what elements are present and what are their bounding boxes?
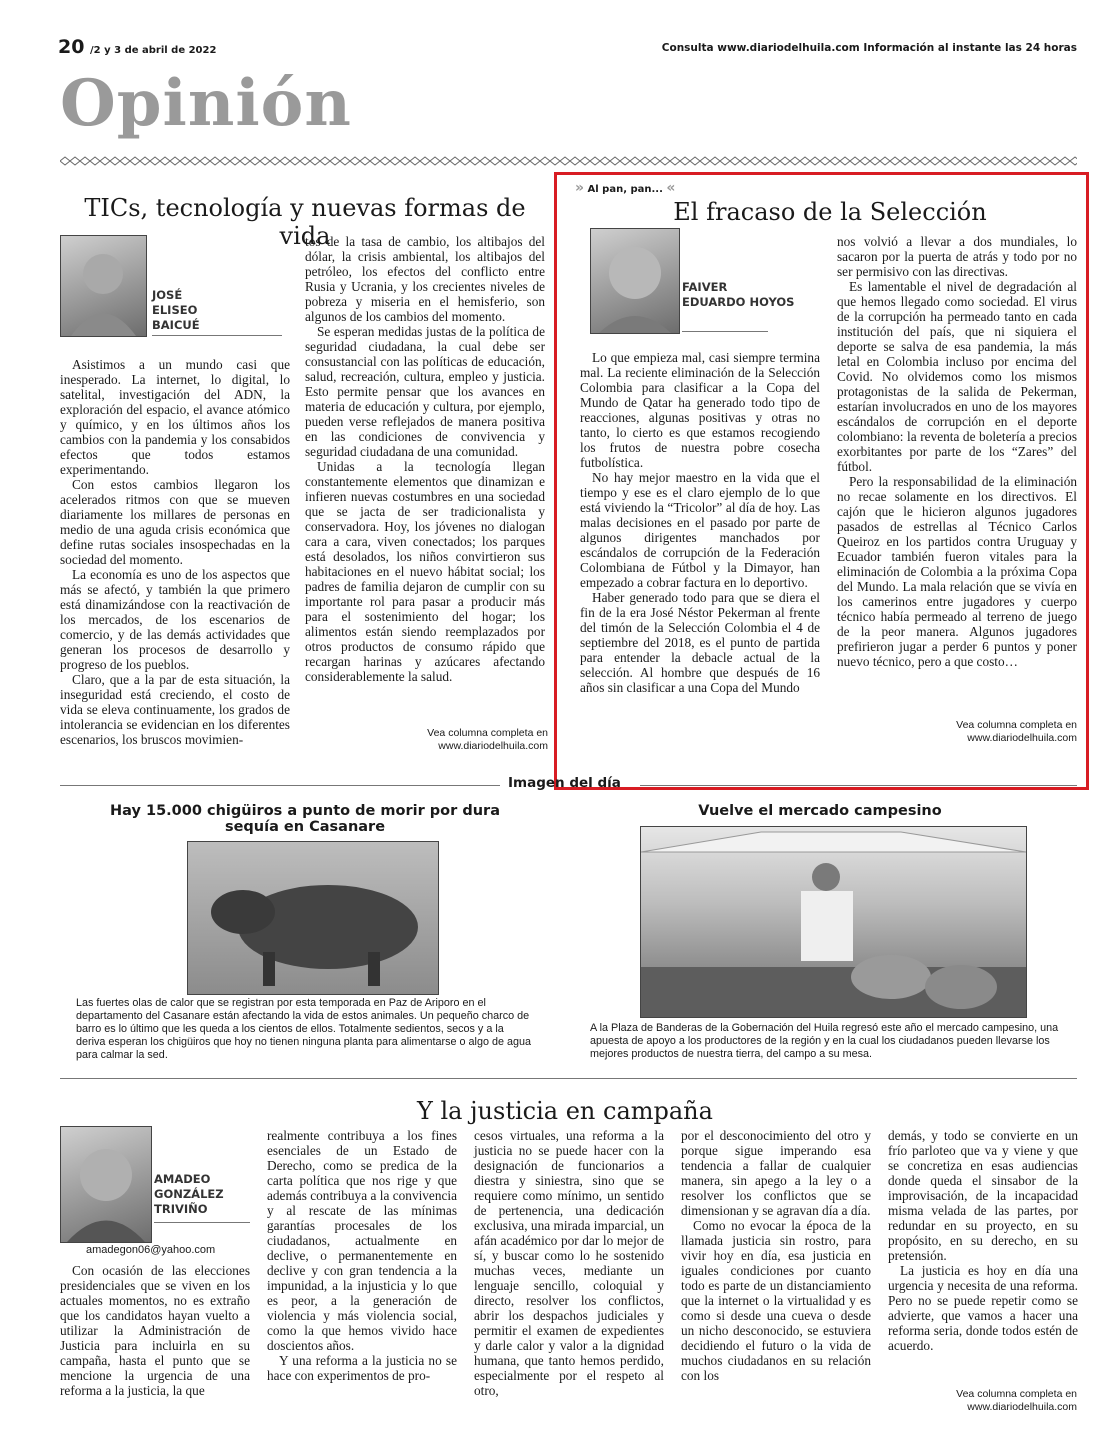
double-chevron-right-icon: » — [575, 180, 585, 196]
author-photo-jose-eliseo-baicue — [60, 235, 147, 337]
header-tagline: Consulta www.diariodelhuila.com Información al instante las 24 horas — [661, 42, 1077, 54]
article3-column-5: demás, y todo se convierte en un frío parloteo que va y viene y que se concretiza en esas audiencias donde queda el sinsabor de la improvisación, de la incapacidad misma velada de las partes, por redundar en su proyecto, en su propósito, en su derecho, en su pretensión. La justicia es hoy en día una urgencia y necesita de una reforma. Pero no se puede repetir como se advierte, que vamos a hacer una reforma seria, donde todos estén de acuerdo. — [888, 1128, 1078, 1353]
section-rule-left — [60, 785, 500, 786]
photo-chiguiro — [187, 841, 439, 995]
author-name-2: FAIVER EDUARDO HOYOS — [682, 280, 795, 309]
double-chevron-left-icon: « — [666, 180, 676, 196]
photo-caption-mercado: A la Plaza de Banderas de la Gobernación del Huila regresó este año el mercado campesino, una apuesta de apoyo a los productores de la región y en la cual los ciudadanos pueden llevarse los mejores productos de nuestra tierra, del campo a su mesa. — [590, 1022, 1059, 1060]
article3-column-1: Con ocasión de las elecciones presidenciales que se viven en los actuales momentos, no es extraño que los candidatos hayan vuelto a utilizar la Administración de Justicia para incluirla en su campaña, hasta el punto que se mencione la urgencia de una reforma a la justicia, la que — [60, 1263, 250, 1398]
photo-caption-chiguiros: Las fuertes olas de calor que se registran por esta temporada en Paz de Ariporo en el departamento del Casanare están afectando la vida de estos animales. Un pequeño charco de barro es lo último que les queda a los cientos de ellos. Totalmente sedientos, secos y a la deriva esperan los chigüiros que hoy no tienen ninguna planta para alimentarse o algo de agua para calmar la sed. — [76, 997, 531, 1061]
author-rule — [154, 1222, 250, 1223]
author-name-1: JOSÉ ELISEO BAICUÉ — [152, 288, 200, 332]
article-title-tics: TICs, tecnología y nuevas formas de vida — [84, 194, 526, 250]
article-title-seleccion: El fracaso de la Selección — [673, 198, 987, 226]
author-name-3: AMADEO GONZÁLEZ TRIVIÑO — [154, 1172, 224, 1216]
article3-column-2: realmente contribuya a los fines esenciales de un Estado de Derecho, como se predica de la carta política que nos rige y que además contribuya a la convivencia y al rescate de las mínimas garantías procesales de los ciudadanos, actualmente en declive, o permanentemente en declive y con gran tendencia a la impunidad, a la injusticia y lo que es peor, a la generación de violencia y más violencia social, como la que hemos vivido hace doscientos años. Y una reforma a la justicia no se hace con experimentos de pro- — [267, 1128, 457, 1383]
author-email: amadegon06@yahoo.com — [86, 1244, 216, 1256]
article1-column-2: tos de la tasa de cambio, los altibajos del dólar, la crisis ambiental, los altibajos del petróleo, los efectos del conflicto entre Rusia y Ucrania, y los crecientes niveles de pobreza y miseria en el hemisferio, son algunos de los cambios del momento. Se esperan medidas justas de la política de seguridad ciudadana, la cual debe ser consustancial con las políticas de educación, salud, recreación, cultura, empleo y justicia. Esto permite pensar que los avances en materia de educación y cultura, por ejemplo, pueden verse reflejados de manera positiva en las condiciones de convivencia y seguridad ciudadana de una comunidad. Unidas a la tecnología llegan constantemente elementos que dinamizan e infieren nuevas costumbres en una sociedad que se jacta de ser tradicionalista y conservadora. Hoy, los jóvenes no dialogan cara a cara, viven conectados; los parques está desolados, los niños convirtieron sus habitaciones en el nuevo hábitat social; los padres de familia dejaron de cumplir con su importante rol para pasar a producir más para el sostenimiento del hogar; los alimentos están siendo reemplazados por otros productos de consumo rápido que recargan harinas y azúcares afectando considerablemente la salud. — [305, 234, 545, 684]
article1-column-1: Asistimos a un mundo casi que inesperado. La internet, lo digital, lo satelital, investigación del ADN, la exploración del espacio, el avance atómico y químico, y en los últimos años los cambios con la pandemia y los consabidos efectos que todos estamos experimentando. Con estos cambios llegaron los acelerados ritmos con que se mueven diariamente los millares de personas en medio de una aguda crisis económica que define rutas sociales insospechadas en la sociedad del momento. La economía es uno de los aspectos que más se afectó, y también la que primero está dinamizándose con la reactivación de los mercados, de los escenarios de comercio, y de las demás actividades que generan los procesos de desarrollo y progreso de los pueblos. Claro, que a la par de esta situación, la inseguridad está creciendo, el costo de vida se eleva continuamente, los grados de intolerancia se evidencian en los diferentes escenarios, los bruscos movimien- — [60, 357, 290, 747]
decorative-divider — [60, 156, 1077, 166]
column-kicker: » Al pan, pan... « — [575, 180, 676, 196]
section-title: Opinión — [60, 66, 352, 141]
section-rule-right — [640, 785, 1077, 786]
section-rule — [60, 1078, 1077, 1079]
article3-column-3: cesos virtuales, una reforma a la justicia no se puede hacer con la designación de funcionarios a diestra y siniestra, sino que se requiere como mínimo, un sentido de pertenencia, una dedicación exclusiva, una mirada imparcial, un afán académico por dar lo mejor de sí, y buscar como lo he sostenido muchas veces, mediante un lenguaje sencillo, coloquial y directo, resolver los conflictos, abrir los despachos judiciales y permitir el examen de expedientes y darle calor y valor a la dignidad humana, que tanto hemos perdido, especialmente por el respeto al otro, — [474, 1128, 664, 1398]
author-photo-faiver-eduardo-hoyos — [590, 228, 680, 334]
page-number: 20 — [58, 36, 85, 58]
page-header-left — [58, 36, 216, 58]
photo-title-mercado: Vuelve el mercado campesino — [698, 803, 942, 819]
article3-credit: Vea columna completa en www.diariodelhuila.com — [956, 1388, 1077, 1413]
imagen-del-dia-label: Imagen del día — [508, 775, 621, 791]
author-rule — [152, 335, 282, 336]
article3-column-4: por el desconocimiento del otro y porque sigue imperando esa tendencia a fallar de cualquier manera, sin apego a la ley o a resolver los conflictos que se dimensionan y se agravan día a día. Como no evocar la época de la llamada justicia sin rostro, para vivir hoy en día, esa justicia en iguales condiciones por cuanto todo es parte de un distanciamiento que la internet o la virtualidad y es como si desde una cueva o desde un nicho desconocido, se estuviera decidiendo el futuro o la vida de muchos ciudadanos en su relación con los — [681, 1128, 871, 1383]
article2-column-2: nos volvió a llevar a dos mundiales, lo sacaron por la puerta de atrás y todo por no ser permisivo con las directivas. Es lamentable el nivel de degradación al que hemos llegado como sociedad. El virus de la corrupción ha permeado tanto en cada institución del país, que ni siquiera el deporte se salva de esa pandemia, la más letal en Colombia incluso por encima del Covid. No olvidemos como los mismos protagonistas de la salida de Pekerman, estarían involucrados en uno de los mayores escándalos de corrupción en el deporte colombiano: la reventa de boletería a precios exorbitantes por parte de los “Zares” del fútbol. Pero la responsabilidad de la eliminación no recae solamente en los directivos. El cajón que le hicieron algunos jugadores pasados de estrellas al Técnico Carlos Queiroz en los partidos contra Uruguay y Ecuador también fueron vitales para la eliminación de Colombia a la próxima Copa del Mundo. La mala relación que se vivía en los camerinos entre jugadores y cuerpo técnico había permeado al terreno de juego de la peor manera. Algunos jugadores prefirieron jugar a perder 6 puntos y poner nuevo técnico, pero a que costo… — [837, 234, 1077, 669]
article2-credit: Vea columna completa en www.diariodelhuila.com — [956, 719, 1077, 744]
issue-date: /2 y 3 de abril de 2022 — [90, 45, 217, 56]
author-rule — [682, 331, 768, 332]
article1-credit: Vea columna completa en www.diariodelhuila.com — [427, 727, 548, 752]
article2-column-1: Lo que empieza mal, casi siempre termina mal. La reciente eliminación de la Selección Colombia para clasificar a la Copa del Mundo de Qatar ha generado todo tipo de reacciones, algunas positivas y otras no tanto, lo cierto es que estamos recogiendo los frutos de nuestra pobre cosecha futbolística. No hay mejor maestro en la vida que el tiempo y ese es el claro ejemplo de lo que está viviendo la “Tricolor” al día de hoy. Las malas decisiones en el pasado por parte de algunos dirigentes manchados por escándalos de corrupción de la Federación Colombiana de Fútbol y la Dimayor, han empezado a cobrar factura en lo deportivo. Haber generado todo para que se diera el fin de la era José Néstor Pekerman al frente del timón de la Selección Colombia el 4 de septiembre del 2018, es el punto de partida para entender la debacle actual de la selección. Al hombre que después de 16 años sin clasificar a una Copa del Mundo — [580, 350, 820, 695]
photo-mercado-campesino — [640, 826, 1027, 1018]
author-photo-amadeo-gonzalez-trivino — [60, 1126, 152, 1243]
photo-title-chiguiros: Hay 15.000 chigüiros a punto de morir por dura sequía en Casanare — [110, 803, 500, 835]
article-title-justicia: Y la justicia en campaña — [417, 1097, 713, 1125]
